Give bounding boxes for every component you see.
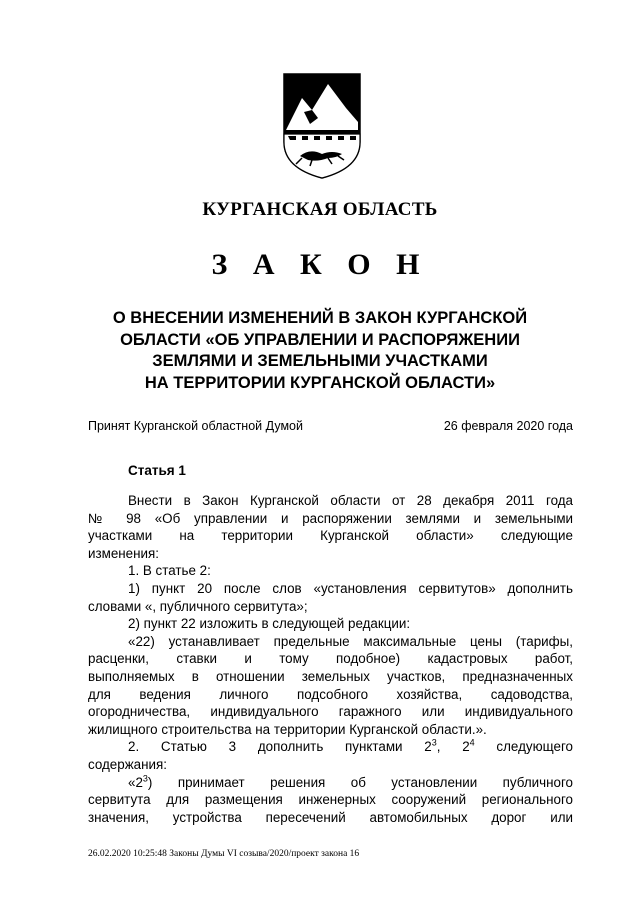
text-line: расценки, ставки и тому подобное) кадастровых работ,: [88, 651, 573, 667]
list-item: [88, 738, 573, 756]
list-item: 1. В статье 2:: [128, 563, 211, 579]
text-line: значения, устройства пересечений автомобильных дорог или: [88, 809, 573, 825]
text-span: 2. Статью 3 дополнить пунктами 2: [128, 739, 432, 755]
text-line: содержания:: [88, 756, 167, 772]
law-subtitle-line: О ВНЕСЕНИИ ИЗМЕНЕНИЙ В ЗАКОН КУРГАНСКОЙ: [112, 309, 528, 327]
adopted-by: Принят Курганской областной Думой: [88, 419, 303, 433]
footer-filepath: 26.02.2020 10:25:48 Законы Думы VI созыва/2020/проект закона 16: [88, 849, 360, 859]
superscript: 3: [142, 773, 148, 784]
adoption-date: 26 февраля 2020 года: [443, 419, 573, 433]
list-item: [88, 774, 573, 792]
article-heading: Статья 1: [128, 463, 186, 478]
text-line: огородничества, индивидуального гаражного или индивидуального: [88, 704, 573, 720]
article-body: [88, 492, 573, 826]
text-line: сервитута для размещения инженерных сооружений регионального: [88, 792, 573, 808]
text-line: выполняемых в отношении земельных участков, предназначенных: [88, 668, 573, 684]
law-title: З А К О Н: [211, 248, 429, 281]
law-subtitle-line: ОБЛАСТИ «ОБ УПРАВЛЕНИИ И РАСПОРЯЖЕНИИ: [120, 330, 520, 349]
coat-of-arms-icon: [282, 72, 362, 180]
text-line: изменения:: [88, 545, 159, 561]
text-span: «2: [128, 774, 143, 790]
superscript: 3: [431, 737, 437, 748]
text-line: участками на территории Курганской области» следующие: [88, 528, 573, 544]
text-span: , 2: [436, 739, 470, 755]
text-span: ) принимает решения об установлении публичного: [147, 774, 573, 790]
region-title: КУРГАНСКАЯ ОБЛАСТЬ: [202, 199, 438, 220]
law-subtitle: [100, 308, 540, 394]
text-line: «22) устанавливает предельные максимальные цены (тарифы,: [128, 633, 573, 649]
text-line: 1) пункт 20 после слов «установления сервитутов» дополнить: [128, 580, 573, 596]
law-subtitle-line: НА ТЕРРИТОРИИ КУРГАНСКОЙ ОБЛАСТИ»: [144, 373, 496, 392]
text-span: следующего: [474, 739, 573, 755]
text-line: жилищного строительства на территории Курганской области.».: [88, 721, 487, 737]
text-line: словами «, публичного сервитута»;: [88, 598, 308, 614]
list-item: 2) пункт 22 изложить в следующей редакции:: [128, 616, 411, 632]
text-line: Внести в Закон Курганской области от 28 декабря 2011 года: [128, 493, 573, 508]
superscript: 4: [469, 737, 475, 748]
text-line: № 98 «Об управлении и распоряжении землями и земельными: [88, 510, 573, 526]
text-line: для ведения личного подсобного хозяйства, садоводства,: [88, 686, 573, 702]
law-subtitle-line: ЗЕМЛЯМИ И ЗЕМЕЛЬНЫМИ УЧАСТКАМИ: [152, 352, 488, 370]
